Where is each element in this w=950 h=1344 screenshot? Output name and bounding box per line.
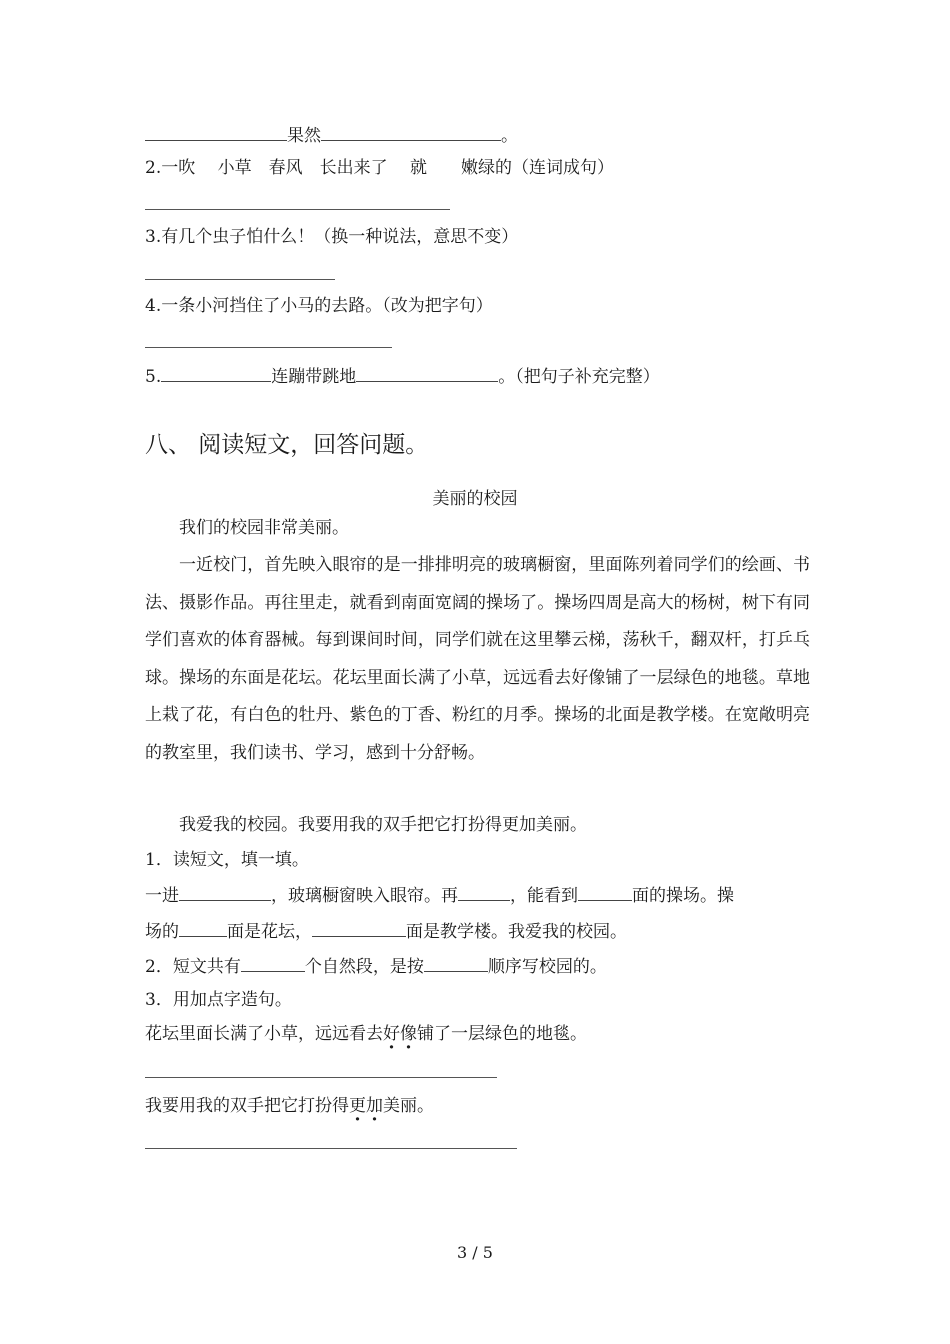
q5-prompt — [145, 363, 660, 389]
question-2 — [145, 953, 607, 979]
dotted-char: 好 — [383, 1024, 400, 1044]
fill-text: 一进 — [145, 886, 179, 906]
q3-answer-line[interactable] — [145, 279, 335, 280]
fill-text: 顺序写校园的。 — [487, 957, 607, 977]
q4-answer-line[interactable] — [145, 347, 392, 348]
dotted-char: 像 — [400, 1024, 417, 1044]
answer-blank[interactable] — [321, 122, 501, 141]
q2-answer-line[interactable] — [145, 209, 450, 210]
sentence-text: 美丽。 — [383, 1096, 434, 1116]
example-sentence-2 — [145, 1094, 434, 1118]
sentence-text: 花坛里面长满了小草，远远看去 — [145, 1024, 383, 1044]
answer-blank[interactable] — [241, 953, 305, 972]
q1-answer-line — [145, 122, 518, 148]
page-number: 3 / 5 — [457, 1243, 493, 1262]
sentence-2-answer-line[interactable] — [145, 1148, 517, 1149]
fill-text: 个自然段，是按 — [304, 957, 424, 977]
sentence-text: 我要用我的双手把它打扮得 — [145, 1096, 349, 1116]
question-3-label: 3．用加点字造句。 — [145, 990, 292, 1010]
answer-blank[interactable] — [424, 953, 488, 972]
answer-blank[interactable] — [458, 882, 510, 901]
q5-end: 。（把句子补充完整） — [498, 367, 660, 387]
answer-blank[interactable] — [312, 918, 406, 937]
fill-text: 场的 — [145, 922, 179, 942]
fill-text: ，能看到 — [510, 886, 578, 906]
answer-blank[interactable] — [578, 882, 632, 901]
q1-word: 果然 — [287, 126, 321, 146]
fill-text: 2．短文共有 — [145, 957, 241, 977]
fill-text: 面是花坛， — [227, 922, 312, 942]
answer-blank[interactable] — [356, 363, 498, 382]
fill-text: 面的操场。操 — [632, 886, 734, 906]
q1-end: 。 — [501, 126, 518, 146]
question-1-label: 1．读短文，填一填。 — [145, 850, 309, 870]
passage-paragraph-1: 我们的校园非常美丽。 — [179, 518, 349, 538]
section-heading: 八、 阅读短文，回答问题。 — [145, 432, 429, 458]
passage-paragraph-2: 一近校门，首先映入眼帘的是一排排明亮的玻璃橱窗，里面陈列着同学们的绘画、书法、摄影作品。再往里走，就看到南面宽阔的操场了。操场四周是高大的杨树，树下有同学们喜欢的体育器械。每到课间时间，同学们就在这里攀云梯，荡秋千，翻双杆，打乒乓球。操场的东面是花坛。花坛里面长满了小草，远远看去好像铺了一层绿色的地毯。草地上栽了花，有白色的牡丹、紫色的丁香、粉红的月季。操场的北面是教学楼。在宽敞明亮的教室里，我们读书、学习，感到十分舒畅。 — [145, 555, 810, 763]
sentence-1-answer-line[interactable] — [145, 1077, 497, 1078]
q3-prompt: 3.有几个虫子怕什么！（换一种说法，意思不变） — [145, 227, 519, 247]
answer-blank[interactable] — [145, 122, 287, 141]
q5-number: 5. — [145, 367, 162, 387]
fill-text: 面是教学楼。我爱我的校园。 — [406, 922, 627, 942]
dotted-char: 加 — [366, 1096, 383, 1116]
answer-blank[interactable] — [179, 918, 227, 937]
fill-text: ，玻璃橱窗映入眼帘。再 — [271, 886, 458, 906]
answer-blank[interactable] — [179, 882, 271, 901]
dotted-char: 更 — [349, 1096, 366, 1116]
question-1-fill-line-2 — [145, 918, 627, 944]
q5-mid: 连蹦带跳地 — [271, 367, 357, 387]
q4-prompt: 4.一条小河挡住了小马的去路。（改为把字句） — [145, 296, 493, 316]
passage-paragraph-3: 我爱我的校园。我要用我的双手把它打扮得更加美丽。 — [179, 815, 587, 835]
answer-blank[interactable] — [161, 363, 271, 382]
q2-prompt: 2.一吹 小草 春风 长出来了 就 嫩绿的（连词成句） — [145, 158, 615, 178]
example-sentence-1 — [145, 1022, 587, 1046]
sentence-text: 铺了一层绿色的地毯。 — [417, 1024, 587, 1044]
passage-title: 美丽的校园 — [432, 489, 518, 509]
question-1-fill-line-1 — [145, 882, 734, 908]
